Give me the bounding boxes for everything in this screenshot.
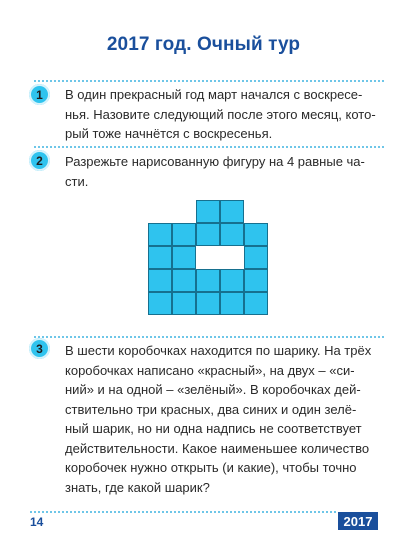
separator [34, 146, 384, 149]
separator [34, 336, 384, 339]
page-number: 14 [30, 515, 44, 529]
figure-cell [148, 292, 172, 315]
text-line: В один прекрасный год март начался с воскресе- [65, 87, 363, 102]
problem-number-badge: 1 [29, 84, 50, 105]
figure-cell [220, 200, 244, 223]
figure-cell [220, 223, 244, 246]
text-line: коробочек нужно открыть (и какие), чтобы точно [65, 460, 357, 475]
text-line: знать, где какой шарик? [65, 479, 210, 495]
figure-cell [148, 269, 172, 292]
problem-3-text [65, 341, 377, 497]
text-line: рый тоже начнётся с воскресенья. [65, 126, 273, 141]
text-line: ный шарик, но ни одна надпись не соответствует [65, 421, 362, 436]
separator [34, 80, 384, 83]
text-line: ствительно три красных, два синих и один зелё- [65, 401, 357, 417]
text-line: ний» и на одной – «зелёный». В коробочках дей- [65, 382, 361, 397]
problem-number-badge: 2 [29, 150, 50, 171]
text-line: Разрежьте нарисованную фигуру на 4 равные ча- [65, 154, 365, 169]
figure-cell [172, 223, 196, 246]
problem-number-badge: 3 [29, 338, 50, 359]
figure-grid [148, 200, 272, 322]
footer-separator [30, 511, 336, 513]
page-title: 2017 год. Очный тур [106, 34, 301, 55]
figure-cell [148, 246, 172, 269]
problem-1-text [65, 85, 377, 144]
figure-cell [172, 292, 196, 315]
figure-cell [172, 269, 196, 292]
figure-cell [196, 292, 220, 315]
figure-cell [172, 246, 196, 269]
problem-2-text [65, 152, 377, 191]
figure-cell [196, 269, 220, 292]
figure-cell [244, 246, 268, 269]
text-line: сти. [65, 173, 89, 189]
figure-cell [244, 269, 268, 292]
figure-cell [196, 200, 220, 223]
text-line: коробочках написано «красный», на двух – «си- [65, 362, 355, 378]
figure-cell [196, 223, 220, 246]
text-line: действительности. Какое наименьшее количество [65, 440, 370, 456]
figure-cell [220, 269, 244, 292]
figure-cell [244, 292, 268, 315]
figure-cell [220, 292, 244, 315]
year-badge: 2017 [338, 512, 378, 530]
text-line: нья. Назовите следующий после этого месяц, кото- [65, 106, 376, 122]
text-line: В шести коробочках находится по шарику. На трёх [65, 343, 372, 358]
figure-cell [148, 223, 172, 246]
figure-cell [244, 223, 268, 246]
